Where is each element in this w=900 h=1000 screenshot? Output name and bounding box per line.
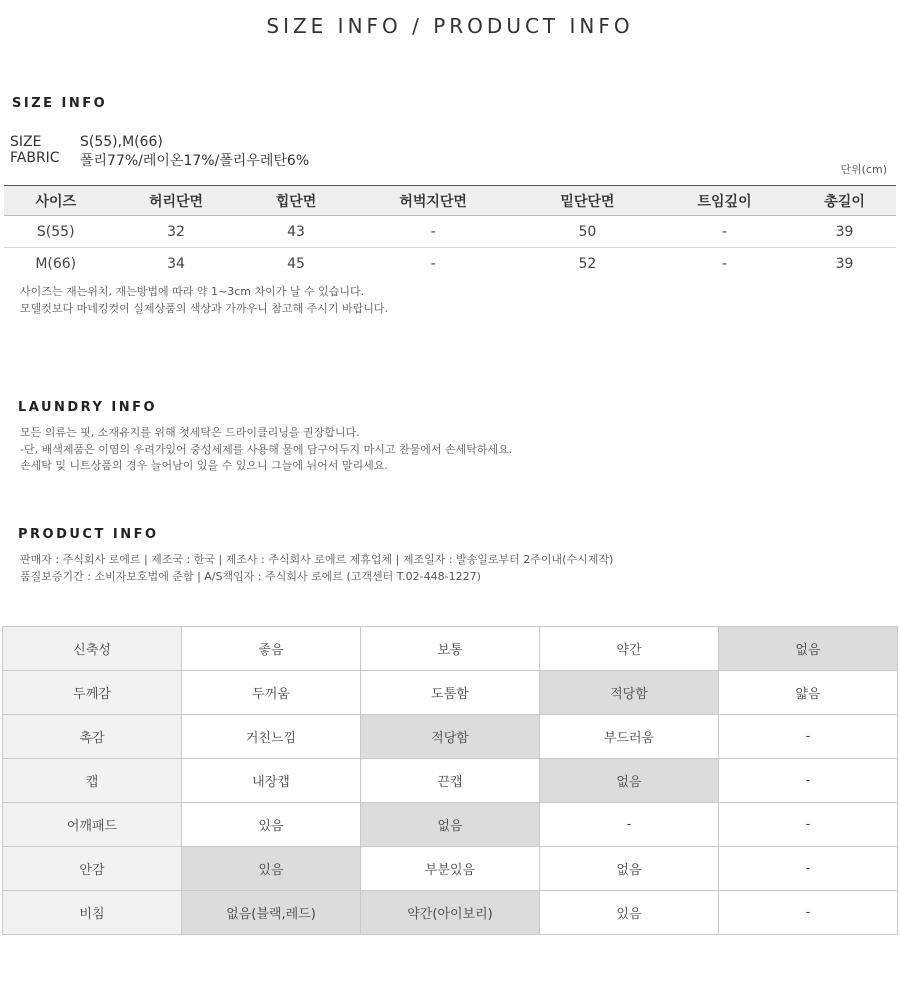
table-row — [4, 216, 896, 248]
property-option: 없음 — [360, 803, 539, 847]
table-cell: M(66) — [35, 255, 77, 272]
note-line: -단, 배색제품은 이염의 우려가있어 중성세제를 사용해 물에 담구어두지 마시고 찬물에서 손세탁하세요. — [20, 442, 513, 456]
table-cell: 50 — [519, 216, 656, 248]
property-row — [3, 891, 898, 935]
header-cell: 총길이 — [793, 186, 896, 216]
property-option: 있음 — [181, 847, 360, 891]
table-cell: 45 — [287, 255, 305, 272]
size-info-heading: SIZE INFO — [12, 96, 108, 111]
product-properties-table — [2, 626, 898, 935]
property-option: 거친느낌 — [181, 715, 360, 759]
property-option: 있음 — [181, 803, 360, 847]
table-cell: S(55) — [4, 216, 107, 248]
table-cell: 39 — [835, 255, 854, 272]
property-option: 약간 — [539, 627, 718, 671]
note-line: 손세탁 및 니트상품의 경우 늘어남이 있을 수 있으니 그늘에 뉘어서 말리세요. — [20, 459, 388, 472]
property-row — [3, 627, 898, 671]
property-row — [3, 759, 898, 803]
table-cell: - — [722, 255, 728, 272]
laundry-info-heading: LAUNDRY INFO — [18, 400, 158, 415]
fabric-label: FABRIC — [10, 150, 60, 166]
table-cell: 32 — [107, 216, 244, 248]
size-notes — [20, 284, 388, 317]
table-cell: 39 — [793, 216, 896, 248]
header-cell: 힙단면 — [245, 186, 348, 216]
table-cell: 43 — [245, 216, 348, 248]
property-option: 두꺼움 — [181, 671, 360, 715]
property-option: - — [718, 891, 897, 935]
note-line: 품질보증기간 : 소비자보호법에 준함 | A/S책임자 : 주식회사 로에르 (고객센터 T.02-448-1227) — [20, 569, 481, 583]
product-notes — [20, 552, 613, 585]
size-table — [4, 185, 896, 280]
property-row — [3, 715, 898, 759]
property-option: - — [718, 847, 897, 891]
table-cell: - — [347, 216, 518, 248]
size-table-header-row — [4, 186, 896, 216]
property-option: 부드러움 — [539, 715, 718, 759]
size-label: SIZE — [10, 134, 42, 150]
header-cell: 밑단단면 — [519, 186, 656, 216]
property-label: 어깨패드 — [3, 803, 182, 847]
property-row — [3, 847, 898, 891]
size-value: S(55),M(66) — [80, 134, 163, 150]
property-option: 없음 — [539, 847, 718, 891]
table-cell: - — [656, 216, 793, 248]
laundry-notes — [20, 425, 512, 475]
table-cell: - — [430, 255, 436, 272]
property-option: 끈캡 — [360, 759, 539, 803]
property-option: 적당함 — [539, 671, 718, 715]
property-label: 비침 — [3, 891, 182, 935]
property-label: 신축성 — [3, 627, 182, 671]
property-label: 캡 — [3, 759, 182, 803]
property-option: 도톰함 — [360, 671, 539, 715]
property-option: 부분있음 — [360, 847, 539, 891]
property-option: 얇음 — [718, 671, 897, 715]
table-cell: 52 — [578, 255, 597, 272]
note-line: 모델컷보다 마네킹컷이 실제상품의 색상과 가까우니 참고해 주시기 바랍니다. — [20, 301, 389, 315]
header-cell: 사이즈 — [4, 186, 107, 216]
property-label: 안감 — [3, 847, 182, 891]
property-option: 없음 — [539, 759, 718, 803]
property-row — [3, 803, 898, 847]
note-line: 판매자 : 주식회사 로에르 | 제조국 : 한국 | 제조사 : 주식회사 로에르 제휴업체 | 제조일자 : 발송일로부터 2주이내(수시제작) — [20, 553, 614, 566]
property-label: 촉감 — [3, 715, 182, 759]
note-line: 모든 의류는 핏, 소재유지를 위해 첫세탁은 드라이클리닝을 권장합니다. — [20, 426, 360, 439]
property-option: - — [718, 803, 897, 847]
header-cell: 트임깊이 — [656, 186, 793, 216]
property-label: 두께감 — [3, 671, 182, 715]
unit-note: 단위(cm) — [840, 163, 887, 176]
table-row — [4, 248, 896, 280]
page-title: SIZE INFO / PRODUCT INFO — [266, 14, 634, 38]
property-option: 약간(아이보리) — [360, 891, 539, 935]
property-option: 적당함 — [360, 715, 539, 759]
property-option: - — [539, 803, 718, 847]
property-option: 없음(블랙,레드) — [181, 891, 360, 935]
property-option: 있음 — [539, 891, 718, 935]
size-spec-row — [10, 134, 163, 150]
property-option: - — [718, 715, 897, 759]
note-line: 사이즈는 재는위치, 재는방법에 따라 약 1~3cm 차이가 날 수 있습니다. — [20, 285, 365, 298]
product-info-heading: PRODUCT INFO — [18, 527, 159, 542]
property-option: 보통 — [360, 627, 539, 671]
header-cell: 허벅지단면 — [347, 186, 518, 216]
property-row — [3, 671, 898, 715]
property-option: 좋음 — [181, 627, 360, 671]
property-option: - — [718, 759, 897, 803]
table-cell: 34 — [167, 255, 185, 272]
property-option: 없음 — [718, 627, 897, 671]
property-option: 내장캡 — [181, 759, 360, 803]
fabric-value: 폴리77%/레이온17%/폴리우레탄6% — [80, 153, 310, 169]
fabric-spec-row — [10, 150, 309, 170]
header-cell: 허리단면 — [107, 186, 244, 216]
